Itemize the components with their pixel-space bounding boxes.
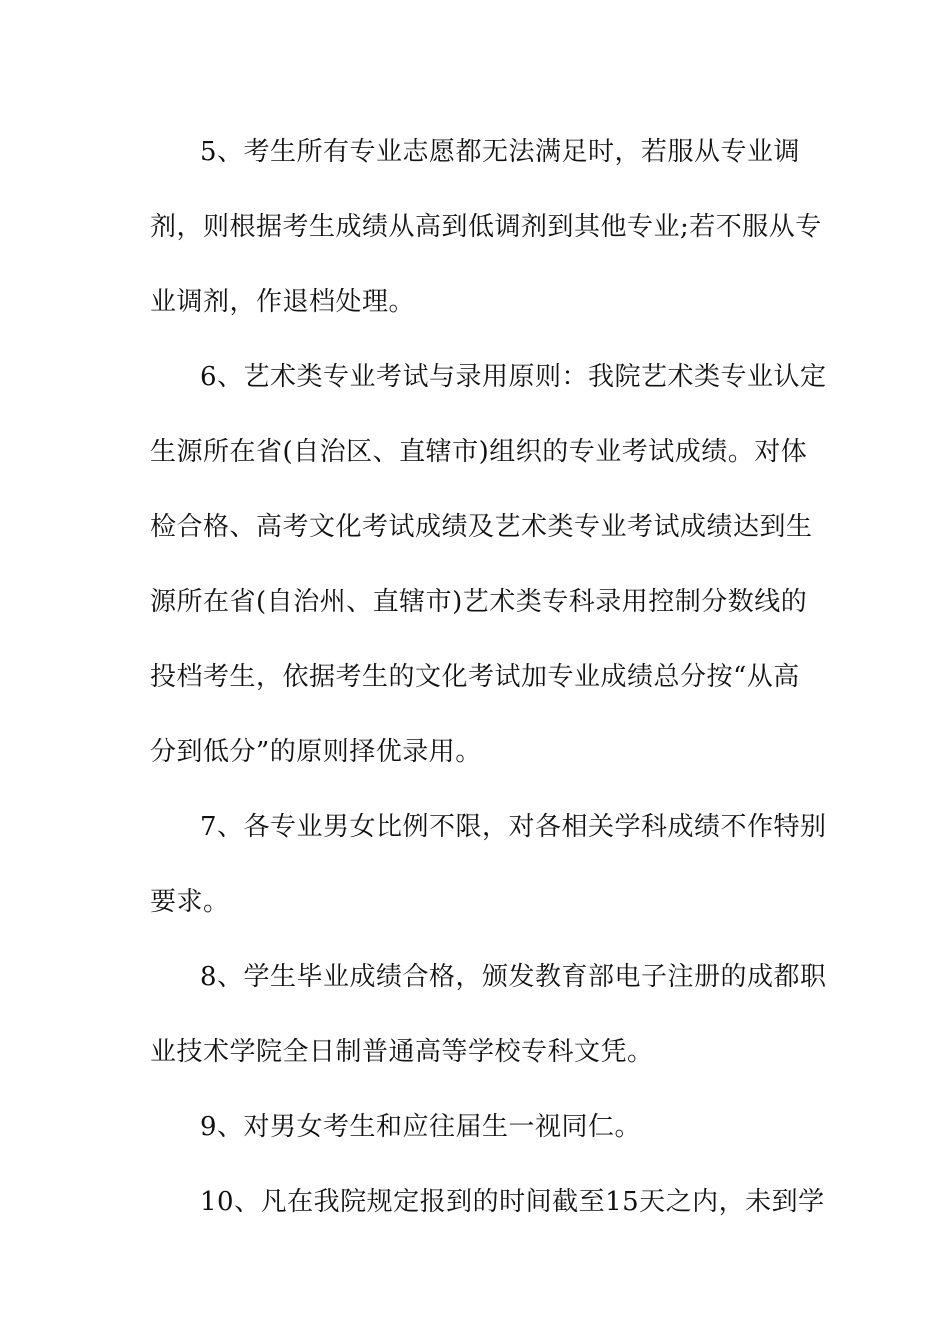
- paragraph-7-line-2: 要求。: [150, 887, 230, 917]
- paragraph-8-line-2: 业技术学院全日制普通高等学校专科文凭。: [150, 1037, 654, 1067]
- paragraph-9-line-1: 9、对男女考生和应往届生一视同仁。: [200, 1112, 642, 1142]
- paragraph-6-line-4: 源所在省(自治州、直辖市)艺术类专科录用控制分数线的: [150, 587, 808, 617]
- paragraph-6-line-2: 生源所在省(自治区、直辖市)组织的专业考试成绩。对体: [150, 437, 808, 467]
- paragraph-10-line-1: 10、凡在我院规定报到的时间截至15天之内，未到学: [200, 1187, 825, 1217]
- paragraph-7-line-1: 7、各专业男女比例不限，对各相关学科成绩不作特别: [200, 812, 827, 842]
- paragraph-5-line-1: 5、考生所有专业志愿都无法满足时，若服从专业调: [200, 137, 801, 167]
- paragraph-6-line-1: 6、艺术类专业考试与录用原则：我院艺术类专业认定: [200, 362, 827, 392]
- paragraph-8-line-1: 8、学生毕业成绩合格，颁发教育部电子注册的成都职: [200, 962, 827, 992]
- paragraph-6-line-6: 分到低分”的原则择优录用。: [150, 737, 482, 767]
- paragraph-5-line-3: 业调剂，作退档处理。: [150, 287, 416, 317]
- paragraph-6-line-5: 投档考生，依据考生的文化考试加专业成绩总分按“从高: [150, 662, 800, 692]
- paragraph-5-line-2: 剂，则根据考生成绩从高到低调剂到其他专业;若不服从专: [150, 212, 822, 242]
- paragraph-6-line-3: 检合格、高考文化考试成绩及艺术类专业考试成绩达到生: [150, 512, 813, 542]
